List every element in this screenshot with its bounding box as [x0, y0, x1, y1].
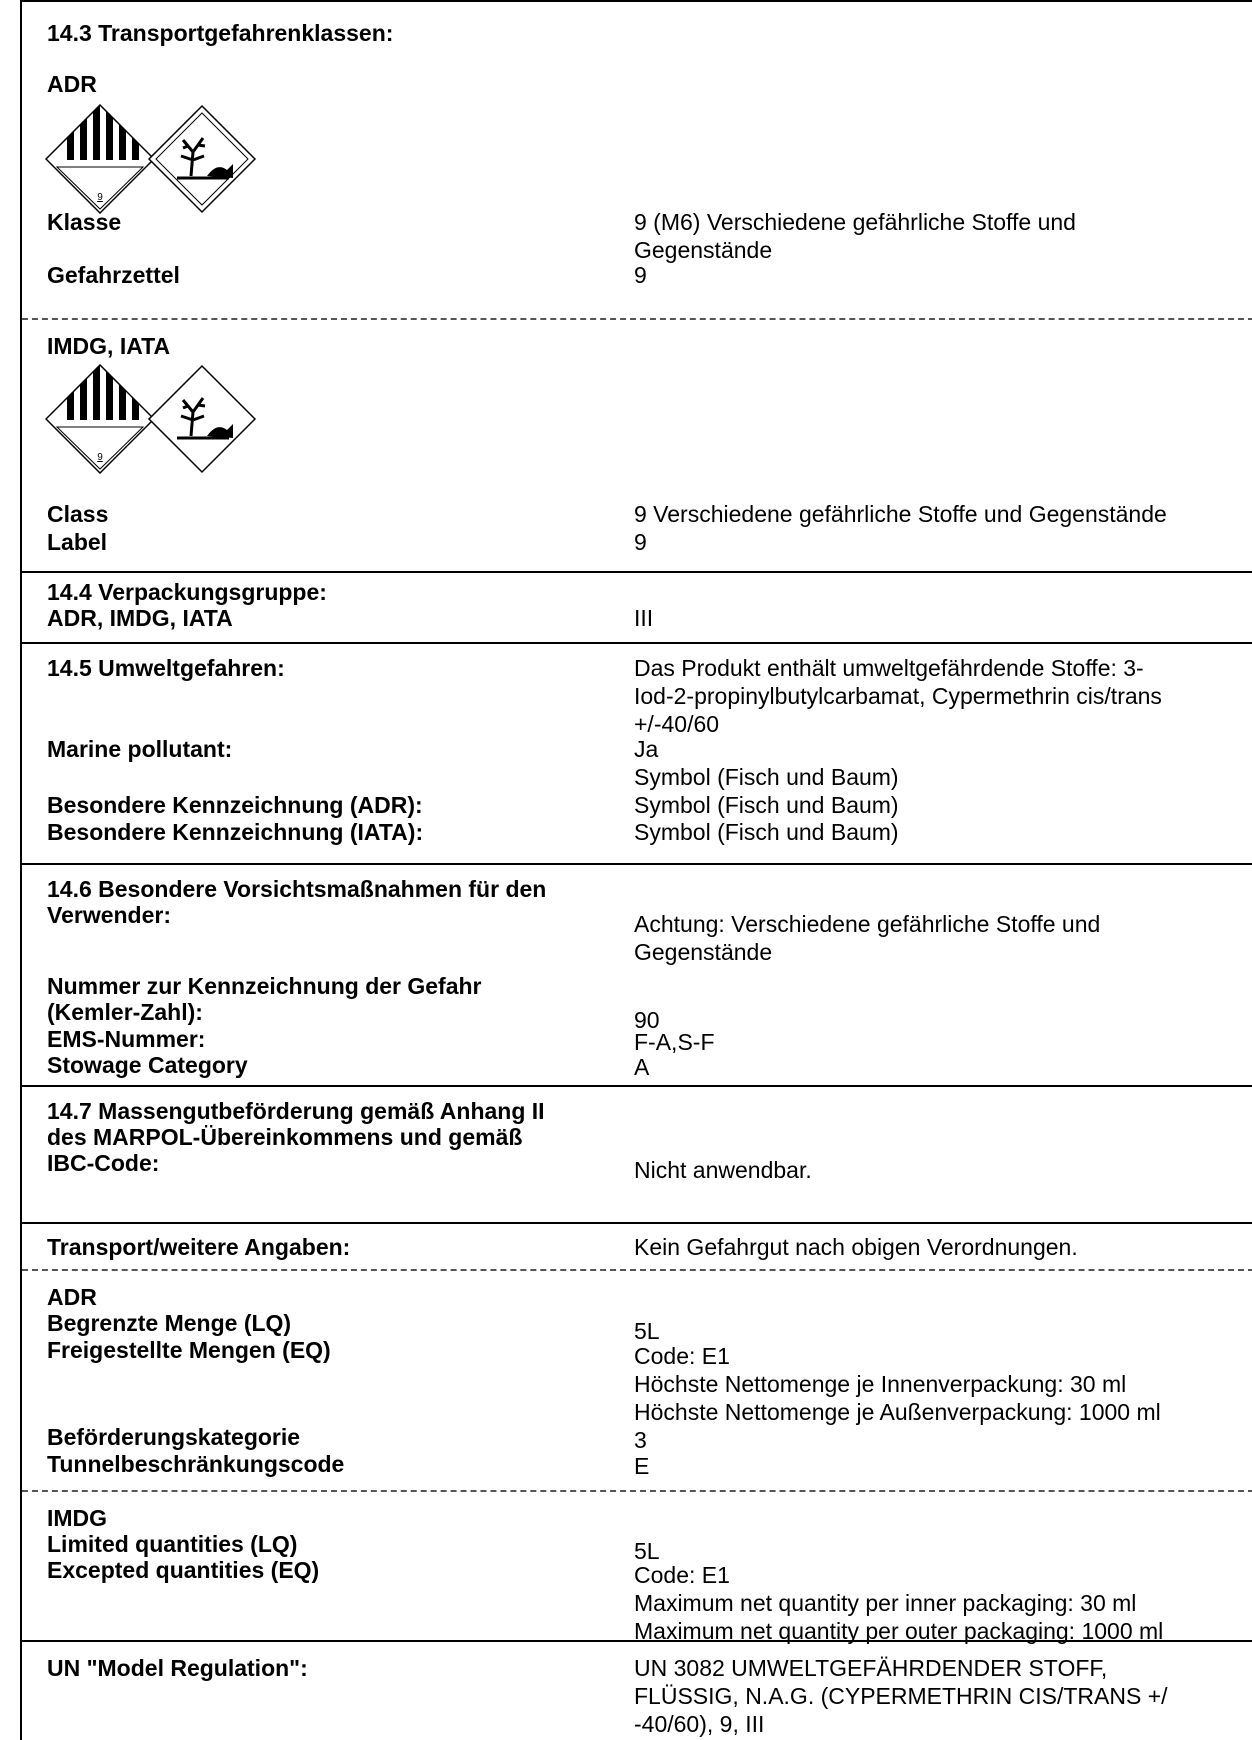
- dashed-divider: [22, 318, 1252, 320]
- kemler-label: Nummer zur Kennzeichnung der Gefahr: [47, 973, 482, 999]
- svg-text:9: 9: [97, 192, 103, 203]
- adr-block-title: ADR: [47, 1284, 97, 1310]
- gefahrzettel-value: 9: [634, 262, 647, 288]
- dashed-divider: [22, 1490, 1252, 1492]
- ems-value: F-A,S-F: [634, 1029, 715, 1055]
- section-divider: [22, 0, 1252, 2]
- imdg-lq-value: 5L: [634, 1538, 660, 1564]
- precaution-value-cont: Gegenstände: [634, 939, 773, 965]
- klasse-label: Klasse: [47, 209, 122, 235]
- adr-eq-code: Code: E1: [634, 1343, 730, 1369]
- class-value: 9 Verschiedene gefährliche Stoffe und Gegenstände: [634, 501, 1167, 527]
- section-divider: [22, 1222, 1252, 1224]
- imdg-eq-code: Code: E1: [634, 1562, 730, 1588]
- klasse-value-cont: Gegenstände: [634, 237, 773, 263]
- ems-label: EMS-Nummer:: [47, 1026, 206, 1052]
- un-model-regulation-value-cont: -40/60), 9, III: [634, 1711, 765, 1737]
- tunnel-code-label: Tunnelbeschränkungscode: [47, 1451, 345, 1477]
- adr-eq-outer: Höchste Nettomenge je Außenverpackung: 1000 ml: [634, 1399, 1161, 1425]
- stowage-value: A: [634, 1054, 650, 1080]
- bulk-transport-value: Nicht anwendbar.: [634, 1157, 812, 1183]
- adr-eq-inner: Höchste Nettomenge je Innenverpackung: 30 ml: [634, 1371, 1127, 1397]
- kemler-value: 90: [634, 1007, 660, 1033]
- packing-group-value: III: [634, 605, 654, 631]
- dashed-divider: [22, 1269, 1252, 1271]
- marking-iata-label: Besondere Kennzeichnung (IATA):: [47, 819, 424, 845]
- adr-eq-label: Freigestellte Mengen (EQ): [47, 1337, 331, 1363]
- section-divider: [22, 1085, 1252, 1087]
- packing-group-label: ADR, IMDG, IATA: [47, 605, 233, 631]
- section-heading-14-6: 14.6 Besondere Vorsichtsmaßnahmen für den: [47, 876, 547, 902]
- section-heading-14-5: 14.5 Umweltgefahren:: [47, 655, 285, 681]
- transport-info-label: Transport/weitere Angaben:: [47, 1234, 351, 1260]
- transport-category-value: 3: [634, 1427, 647, 1453]
- section-heading-14-6-cont: Verwender:: [47, 902, 171, 928]
- marine-pollutant-value: Ja: [634, 736, 659, 762]
- marine-pollutant-symbol: Symbol (Fisch und Baum): [634, 764, 899, 790]
- transport-info-value: Kein Gefahrgut nach obigen Verordnungen.: [634, 1234, 1078, 1260]
- section-heading-14-7: 14.7 Massengutbeförderung gemäß Anhang II: [47, 1098, 545, 1124]
- un-model-regulation-value-cont: FLÜSSIG, N.A.G. (CYPERMETHRIN CIS/TRANS +/: [634, 1683, 1168, 1709]
- section-divider: [22, 642, 1252, 644]
- section-heading-14-3: 14.3 Transportgefahrenklassen:: [47, 20, 394, 46]
- adr-lq-label: Begrenzte Menge (LQ): [47, 1310, 292, 1336]
- precaution-value: Achtung: Verschiedene gefährliche Stoffe und: [634, 911, 1101, 937]
- imdg-lq-label: Limited quantities (LQ): [47, 1531, 298, 1557]
- section-heading-14-7-cont: IBC-Code:: [47, 1150, 160, 1176]
- class-9-hazard-label-icon: [45, 364, 155, 474]
- class-label: Class: [47, 501, 109, 527]
- imdg-iata-subheading: IMDG, IATA: [47, 333, 171, 359]
- marking-adr-value: Symbol (Fisch und Baum): [634, 792, 899, 818]
- imdg-block-title: IMDG: [47, 1505, 108, 1531]
- marking-iata-value: Symbol (Fisch und Baum): [634, 819, 899, 845]
- un-model-regulation-value: UN 3082 UMWELTGEFÄHRDENDER STOFF,: [634, 1655, 1108, 1681]
- class-9-hazard-label-icon: [45, 104, 155, 214]
- gefahrzettel-label: Gefahrzettel: [47, 262, 180, 288]
- environment-value-cont: +/-40/60: [634, 711, 720, 737]
- marine-pollutant-label: Marine pollutant:: [47, 736, 233, 762]
- environment-value-cont: Iod-2-propinylbutylcarbamat, Cypermethrin cis/trans: [634, 683, 1162, 709]
- adr-subheading: ADR: [47, 71, 97, 97]
- imdg-eq-outer: Maximum net quantity per outer packaging: 1000 ml: [634, 1618, 1164, 1644]
- environment-value: Das Produkt enthält umweltgefährdende Stoffe: 3-: [634, 655, 1144, 681]
- un-model-regulation-label: UN "Model Regulation":: [47, 1655, 308, 1681]
- label-value: 9: [634, 529, 647, 555]
- imdg-eq-inner: Maximum net quantity per inner packaging: 30 ml: [634, 1590, 1137, 1616]
- stowage-label: Stowage Category: [47, 1052, 248, 1078]
- tunnel-code-value: E: [634, 1453, 650, 1479]
- section-divider: [22, 571, 1252, 573]
- marking-adr-label: Besondere Kennzeichnung (ADR):: [47, 792, 423, 818]
- svg-text:9: 9: [97, 452, 103, 463]
- document-page: [20, 0, 1252, 1740]
- kemler-label-cont: (Kemler-Zahl):: [47, 999, 203, 1025]
- environment-hazard-fish-tree-icon: [147, 364, 257, 474]
- section-divider: [22, 863, 1252, 865]
- imdg-eq-label: Excepted quantities (EQ): [47, 1557, 320, 1583]
- environment-hazard-fish-tree-icon: [147, 104, 257, 214]
- adr-lq-value: 5L: [634, 1318, 660, 1344]
- section-heading-14-4: 14.4 Verpackungsgruppe:: [47, 579, 327, 605]
- klasse-value: 9 (M6) Verschiedene gefährliche Stoffe und: [634, 209, 1076, 235]
- section-heading-14-7-cont: des MARPOL-Übereinkommens und gemäß: [47, 1124, 523, 1150]
- transport-category-label: Beförderungskategorie: [47, 1424, 301, 1450]
- label-label: Label: [47, 529, 108, 555]
